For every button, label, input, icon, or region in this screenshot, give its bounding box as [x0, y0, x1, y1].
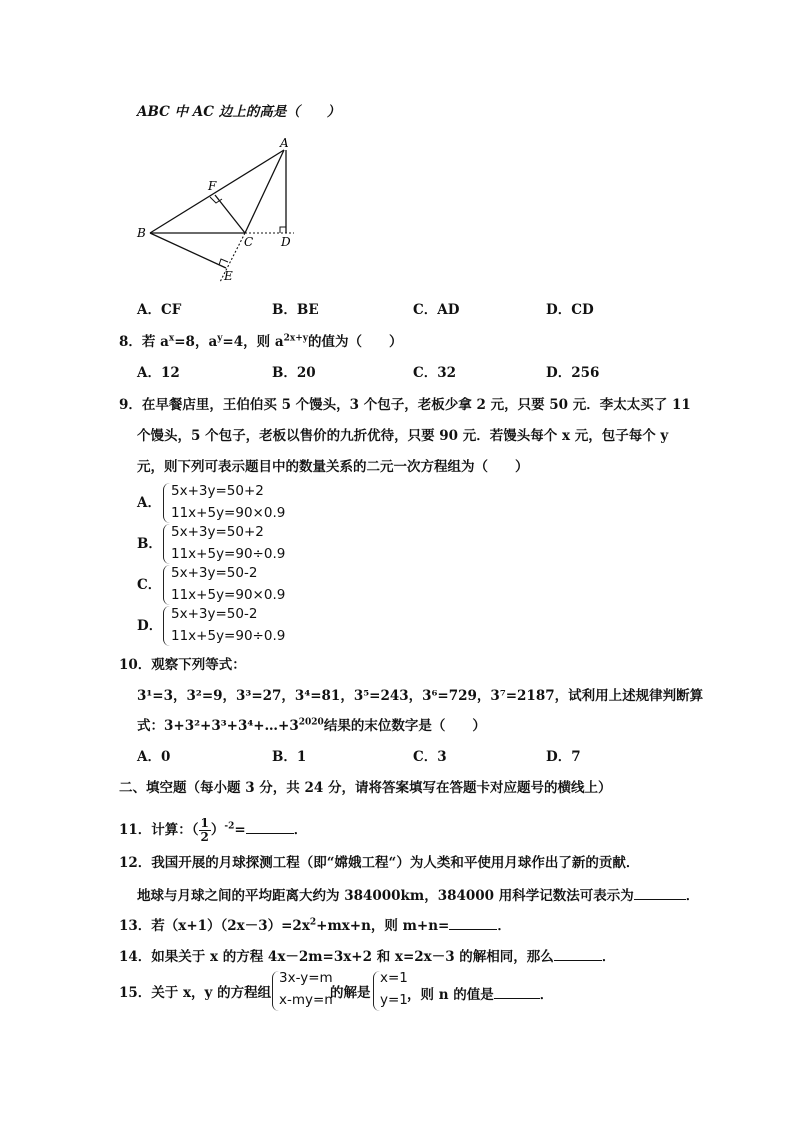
q11-line: 11．计算：（ $\frac{1}{2}$ ）$^{-2}$= ． [119, 816, 308, 844]
q15-eq1: 3x-y=m [279, 970, 333, 986]
q9-option-b-eq2: 11x+5y=90÷0.9 [171, 546, 286, 562]
q9-option-c-brace [163, 565, 171, 605]
q9-option-a-eq1: 5x+3y=50+2 [171, 483, 264, 499]
q11-answer-blank[interactable] [246, 819, 294, 834]
q10-line2: 式：$3+3^2+3^3+3^4+\dots+3^{2020}$结果的末位数字是（ ） [137, 717, 486, 734]
q9-option-d-brace [163, 606, 171, 646]
q15-sol1: x=1 [380, 970, 408, 986]
q9-option-b-brace [163, 524, 171, 564]
label-E: E [224, 269, 233, 283]
label-C: C [244, 235, 254, 249]
q11-fraction: $\frac{1}{2}$ [200, 816, 209, 844]
q13-line: 13．若$(x+1)(2x-3)=2x^2+mx+n$，则 m+n= ． [119, 915, 511, 935]
q15-eq2: x-my=n [279, 992, 333, 1008]
q9-option-d-eq1: 5x+3y=50-2 [171, 606, 258, 622]
q9-option-d-label: D． [137, 618, 163, 634]
q10-option-d: D．7 [546, 749, 581, 765]
q10-option-b: B．1 [272, 749, 307, 765]
q13-answer-blank[interactable] [449, 915, 497, 930]
q8-option-d: D．256 [546, 365, 600, 381]
q15-sol2: y=1 [380, 992, 408, 1008]
label-A: A [280, 136, 289, 150]
q8-option-c: C．32 [413, 365, 457, 381]
right-angle-E [219, 259, 228, 265]
q9-line2: 个馒头，5 个包子，老板以售价的九折优待，只要 90 元．若馒头每个 x 元，包子每个 y [137, 428, 669, 444]
q7-option-b: B．BE [272, 302, 319, 318]
q9-option-b-eq1: 5x+3y=50+2 [171, 524, 264, 540]
q9-line3: 元，则下列可表示题目中的数量关系的二元一次方程组为（ ） [137, 459, 529, 475]
q7-stem: ABC 中 AC 边上的高是（ ） [137, 104, 341, 120]
q10-option-c: C．3 [413, 749, 447, 765]
q9-option-c-eq2: 11x+5y=90×0.9 [171, 587, 286, 603]
q14-answer-blank[interactable] [554, 946, 602, 961]
section2-heading: 二、填空题（每小题 3 分，共 24 分，请将答案填写在答题卡对应题号的横线上） [119, 780, 612, 796]
q7-option-a: A．CF [137, 302, 182, 318]
q12-answer-blank[interactable] [634, 885, 686, 900]
q15-prefix: 15．关于 x，y 的方程组 [119, 985, 272, 1001]
q15-answer-blank[interactable] [494, 984, 540, 999]
q8-option-b: B．20 [272, 365, 316, 381]
label-B: B [137, 226, 146, 240]
q8-stem: 8．若 $a^x=8$，$a^y=4$，则 $a^{2x+y}$的值为（ ） [119, 333, 403, 350]
q9-option-c-label: C． [137, 577, 162, 593]
q8-option-a: A．12 [137, 365, 180, 381]
q10-option-a: A．0 [137, 749, 171, 765]
q9-option-a-brace [163, 483, 171, 523]
q10-title: 10．观察下列等式： [119, 657, 246, 673]
q7-option-c: C．AD [413, 302, 460, 318]
q9-line1: 9．在早餐店里，王伯伯买 5 个馒头，3 个包子，老板少拿 2 元，只要 50 元．李太太买了 11 [119, 397, 691, 413]
q15-mid: 的解是 [330, 985, 371, 1001]
q12-line2: 地球与月球之间的平均距离大约为 384000km，384000 用科学记数法可表示为 ． [137, 885, 699, 905]
segment-BE [150, 233, 226, 268]
q9-option-a-label: A． [137, 495, 161, 511]
q9-option-d-eq2: 11x+5y=90÷0.9 [171, 628, 286, 644]
right-angle-D [280, 227, 286, 233]
q7-option-d: D．CD [546, 302, 594, 318]
q9-option-c-eq1: 5x+3y=50-2 [171, 565, 258, 581]
q10-line1: 3¹=3，3²=9，3³=27，3⁴=81，3⁵=243，3⁶=729，3⁷=2187，试利用上述规律判断算 [137, 688, 704, 704]
q15-tail: ，则 n 的值是 ． [407, 984, 553, 1004]
q9-option-b-label: B． [137, 536, 162, 552]
label-D: D [281, 235, 291, 249]
label-F: F [208, 179, 217, 193]
q14-line: 14．如果关于 x 的方程 4x－2m=3x+2 和 x=2x－3 的解相同，那么 ． [119, 946, 615, 966]
q12-line1: 12．我国开展的月球探测工程（即“嫦娥工程“）为人类和平使用月球作出了新的贡献． [119, 855, 640, 871]
q9-option-a-eq2: 11x+5y=90×0.9 [171, 505, 286, 521]
